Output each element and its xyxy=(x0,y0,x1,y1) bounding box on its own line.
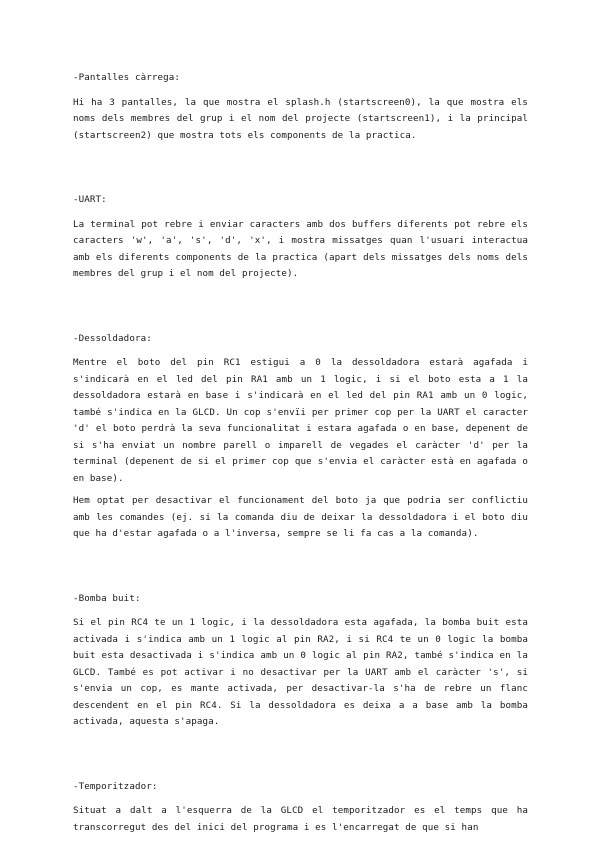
section-spacer xyxy=(73,737,528,779)
section-uart xyxy=(73,192,528,283)
paragraph: Hem optat per desactivar el funcionament del boto ja que podria ser conflictiu amb les comandes (ej. si la comanda diu de deixar la dessoldadora i el boto diu que ha d'estar agafada o a l'inversa, sempre se li fa cas a la comanda). xyxy=(73,495,528,539)
section-bomba-buit xyxy=(73,591,528,731)
section-temporitzador xyxy=(73,779,528,837)
document-body xyxy=(73,70,528,842)
section-heading: -UART: xyxy=(73,194,107,205)
section-heading: -Temporitzador: xyxy=(73,780,158,792)
paragraph: Situat a dalt a l'esquerra de la GLCD el temporitzador es el temps que ha transcorregut des del inici del programa i es l'encarregat de que si han xyxy=(73,805,528,833)
section-heading: -Dessoldadora: xyxy=(73,332,152,344)
paragraph: La terminal pot rebre i enviar caracters amb dos buffers diferents pot rebre els caracters 'w', 'a', 's', 'd', 'x', i mostra missatges quan l'usuari interactua amb els diferents components de la practica (apart dels missatges dels noms dels membres del grup i el nom del projecte). xyxy=(73,218,528,279)
section-heading: -Bomba buit: xyxy=(73,592,141,604)
section-heading: -Pantalles càrrega: xyxy=(73,72,180,83)
section-spacer xyxy=(73,289,528,331)
section-pantalles xyxy=(73,70,528,144)
section-dessoldadora xyxy=(73,331,528,543)
section-spacer xyxy=(73,150,528,192)
paragraph: Mentre el boto del pin RC1 estigui a 0 la dessoldadora estarà agafada i s'indicarà en el led del pin RA1 amb un 1 logic, i si el boto esta a 1 la dessoldadora estarà en base i s'indicarà en el led del pin RA1 amb un 0 logic, també s'indica en la GLCD. Un cop s'envïi per primer cop per la UART el caracter 'd' el boto perdrà la seva funcionalitat i estara agafada o en base, depenent de si s'ha enviat un nombre parell o imparell de vegades el caràcter 'd' per la terminal (depenent de si el primer cop que s'envia el caràcter està en agafada o en base). xyxy=(73,357,528,484)
paragraph: Hi ha 3 pantalles, la que mostra el splash.h (startscreen0), la que mostra els noms dels membres del grup i el nom del projecte (startscreen1), i la principal (startscreen2) que mostra tots els components de la practica. xyxy=(73,96,528,141)
section-spacer xyxy=(73,549,528,591)
paragraph: Si el pin RC4 te un 1 logic, i la dessoldadora esta agafada, la bomba buit esta activada i s'indica amb un 1 logic al pin RA2, i si RC4 te un 0 logic la bomba buit esta desactivada i s'indica amb un 0 logic al pin RA2, també s'indica en la GLCD. També es pot activar i no desactivar per la UART amb el caràcter 's', si s'envia un cop, es mante activada, per desactivar-la s'ha de rebre un flanc descendent en el pin RC4. Si la dessoldadora es deixa a a base amb la bomba activada, aquesta s'apaga. xyxy=(73,617,528,727)
